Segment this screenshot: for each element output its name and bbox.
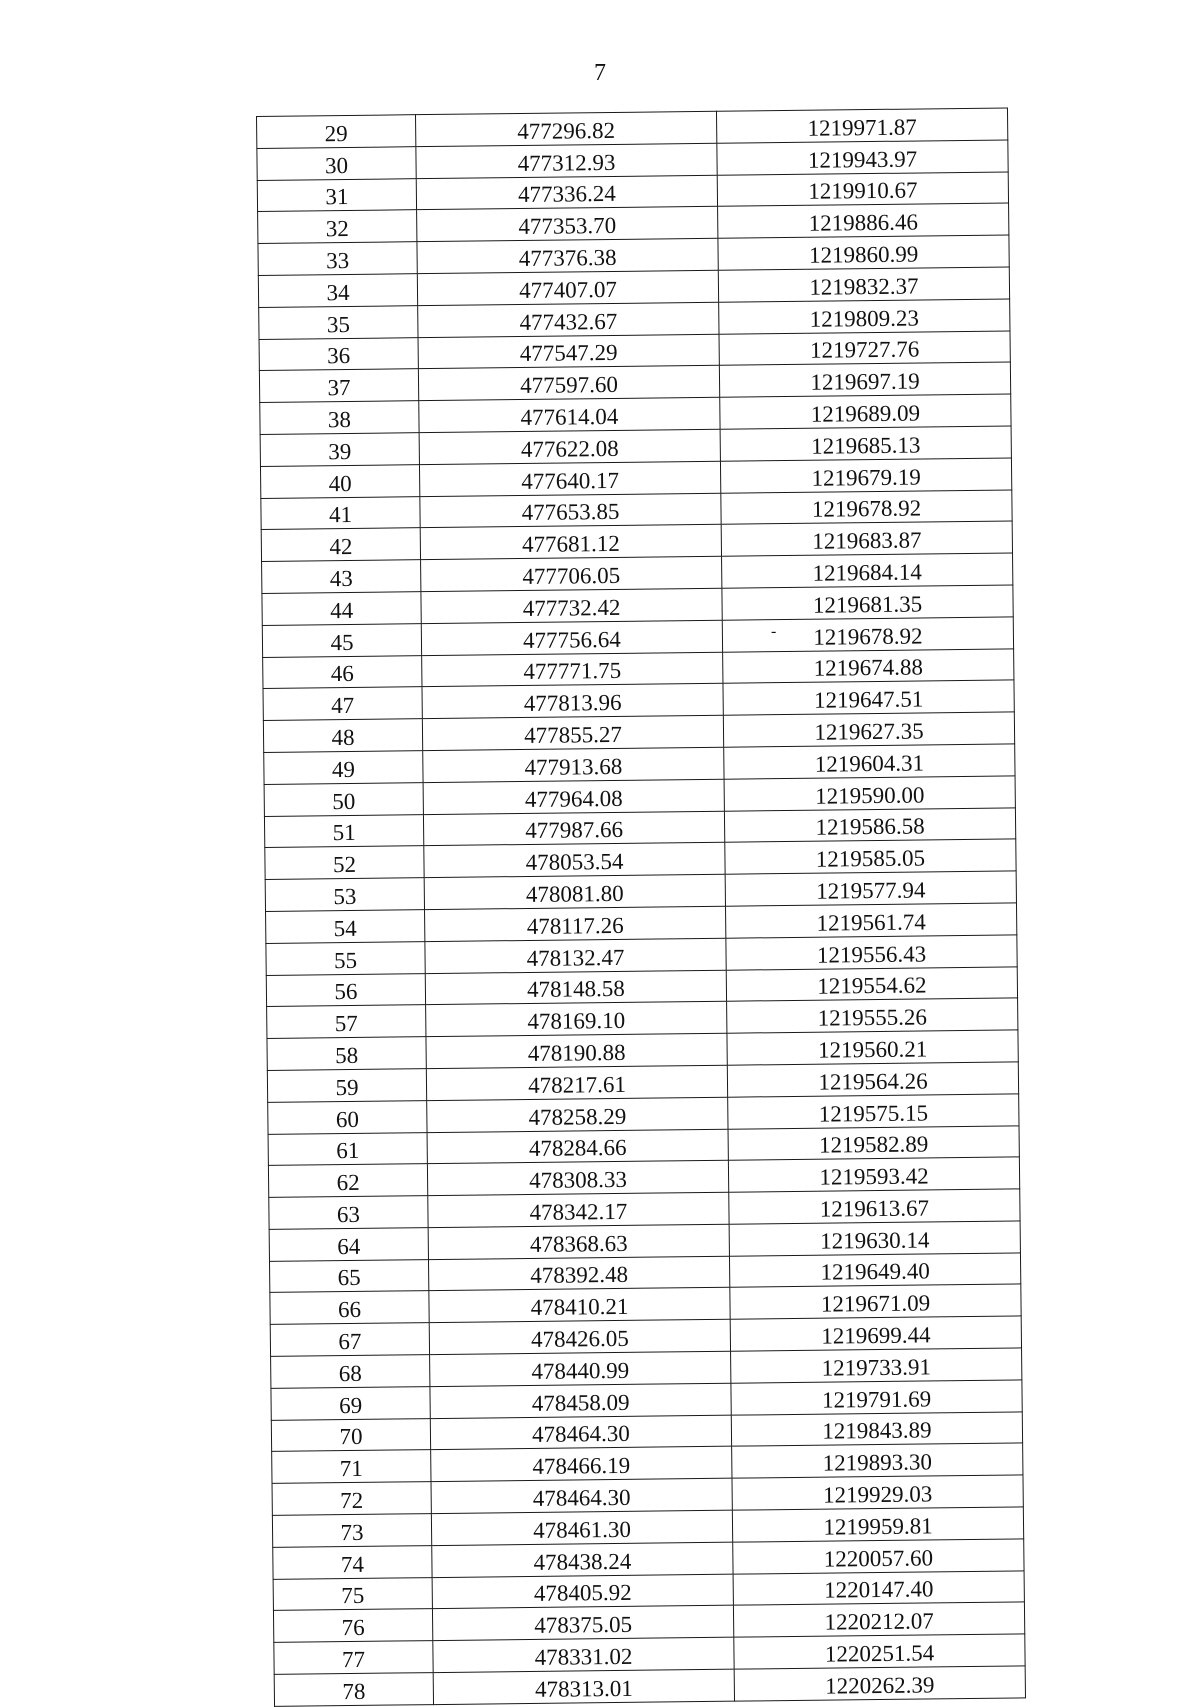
y-coordinate-cell: 1219627.35 [723, 712, 1014, 747]
x-coordinate-cell: 478461.30 [431, 1510, 732, 1545]
y-coordinate-cell: 1219860.99 [718, 235, 1009, 270]
y-coordinate-cell: 1219678.92 [722, 617, 1013, 652]
x-coordinate-cell: 477855.27 [422, 715, 723, 750]
point-number-cell: 73 [272, 1514, 431, 1548]
point-number-cell: 67 [270, 1323, 429, 1357]
y-coordinate-cell: 1220212.07 [733, 1602, 1024, 1637]
y-coordinate-cell: 1219683.87 [721, 521, 1012, 556]
y-coordinate-cell: 1219832.37 [718, 267, 1009, 302]
point-number-cell: 63 [269, 1196, 428, 1230]
point-number-cell: 49 [264, 751, 423, 785]
coordinates-table-body [257, 108, 1026, 1706]
y-coordinate-cell: 1219684.14 [722, 553, 1013, 588]
x-coordinate-cell: 478313.01 [433, 1669, 734, 1704]
y-coordinate-cell: 1219590.00 [724, 776, 1015, 811]
x-coordinate-cell: 478148.58 [425, 970, 726, 1005]
x-coordinate-cell: 478258.29 [427, 1097, 728, 1132]
y-coordinate-cell: 1219679.19 [720, 458, 1011, 493]
x-coordinate-cell: 478117.26 [425, 906, 726, 941]
point-number-cell: 55 [266, 941, 425, 975]
point-number-cell: 56 [266, 973, 425, 1007]
x-coordinate-cell: 478410.21 [429, 1288, 730, 1323]
y-coordinate-cell: 1219564.26 [727, 1062, 1018, 1097]
x-coordinate-cell: 478190.88 [426, 1033, 727, 1068]
point-number-cell: 40 [260, 464, 419, 498]
x-coordinate-cell: 477353.70 [417, 207, 718, 242]
x-coordinate-cell: 477653.85 [420, 493, 721, 528]
x-coordinate-cell: 477622.08 [419, 429, 720, 464]
point-number-cell: 74 [273, 1545, 432, 1579]
point-number-cell: 61 [268, 1132, 427, 1166]
point-number-cell: 58 [267, 1037, 426, 1071]
y-coordinate-cell: 1219681.35 [722, 585, 1013, 620]
y-coordinate-cell: 1219577.94 [725, 871, 1016, 906]
y-coordinate-cell: 1219727.76 [719, 331, 1010, 366]
y-coordinate-cell: 1219555.26 [727, 998, 1018, 1033]
x-coordinate-cell: 477964.08 [423, 779, 724, 814]
x-coordinate-cell: 477432.67 [418, 302, 719, 337]
y-coordinate-cell: 1219943.97 [717, 140, 1008, 175]
y-coordinate-cell: 1219585.05 [725, 839, 1016, 874]
x-coordinate-cell: 477640.17 [419, 461, 720, 496]
point-number-cell: 75 [273, 1577, 432, 1611]
point-number-cell: 50 [264, 782, 423, 816]
page-number: 7 [594, 60, 606, 86]
y-coordinate-cell: 1219809.23 [719, 299, 1010, 334]
x-coordinate-cell: 477312.93 [416, 143, 717, 178]
point-number-cell: 33 [258, 242, 417, 276]
point-number-cell: 53 [265, 878, 424, 912]
y-coordinate-cell: 1219893.30 [732, 1443, 1023, 1478]
x-coordinate-cell: 478375.05 [432, 1606, 733, 1641]
x-coordinate-cell: 478284.66 [427, 1129, 728, 1164]
x-coordinate-cell: 477407.07 [417, 270, 718, 305]
x-coordinate-cell: 478368.63 [428, 1224, 729, 1259]
x-coordinate-cell: 477296.82 [415, 111, 716, 146]
point-number-cell: 46 [263, 655, 422, 689]
x-coordinate-cell: 477706.05 [421, 556, 722, 591]
y-coordinate-cell: 1219593.42 [728, 1157, 1019, 1192]
x-coordinate-cell: 478464.30 [430, 1415, 731, 1450]
y-coordinate-cell: 1219613.67 [729, 1189, 1020, 1224]
point-number-cell: 38 [260, 401, 419, 435]
x-coordinate-cell: 477336.24 [416, 175, 717, 210]
point-number-cell: 36 [259, 337, 418, 371]
point-number-cell: 68 [271, 1355, 430, 1389]
point-number-cell: 44 [262, 592, 421, 626]
x-coordinate-cell: 477547.29 [418, 334, 719, 369]
y-coordinate-cell: 1219560.21 [727, 1030, 1018, 1065]
point-number-cell: 72 [272, 1482, 431, 1516]
point-number-cell: 64 [269, 1228, 428, 1262]
x-coordinate-cell: 477913.68 [423, 747, 724, 782]
point-number-cell: 66 [270, 1291, 429, 1325]
x-coordinate-cell: 477771.75 [422, 652, 723, 687]
point-number-cell: 41 [261, 496, 420, 530]
x-coordinate-cell: 478458.09 [430, 1383, 731, 1418]
point-number-cell: 77 [274, 1641, 433, 1675]
x-coordinate-cell: 477681.12 [420, 525, 721, 560]
coordinates-table [256, 107, 1026, 1706]
x-coordinate-cell: 477813.96 [422, 684, 723, 719]
y-coordinate-cell: 1219910.67 [717, 172, 1008, 207]
point-number-cell: 62 [268, 1164, 427, 1198]
y-coordinate-cell: 1219678.92 [721, 490, 1012, 525]
x-coordinate-cell: 477614.04 [419, 397, 720, 432]
y-coordinate-cell: 1219689.09 [720, 394, 1011, 429]
point-number-cell: 35 [259, 305, 418, 339]
x-coordinate-cell: 477756.64 [421, 620, 722, 655]
point-number-cell: 71 [272, 1450, 431, 1484]
y-coordinate-cell: 1220251.54 [734, 1634, 1025, 1669]
point-number-cell: 76 [273, 1609, 432, 1643]
y-coordinate-cell: 1219575.15 [728, 1094, 1019, 1129]
y-coordinate-cell: 1219699.44 [730, 1316, 1021, 1351]
point-number-cell: 78 [274, 1673, 433, 1707]
y-coordinate-cell: 1219843.89 [731, 1412, 1022, 1447]
y-coordinate-cell: 1219647.51 [723, 680, 1014, 715]
y-coordinate-cell: 1219674.88 [723, 648, 1014, 683]
point-number-cell: 42 [261, 528, 420, 562]
x-coordinate-cell: 478405.92 [432, 1574, 733, 1609]
x-coordinate-cell: 478392.48 [428, 1256, 729, 1291]
y-coordinate-cell: 1219791.69 [731, 1380, 1022, 1415]
point-number-cell: 65 [269, 1259, 428, 1293]
y-coordinate-cell: 1219971.87 [716, 108, 1007, 143]
x-coordinate-cell: 478464.30 [431, 1478, 732, 1513]
y-coordinate-cell: 1219556.43 [726, 935, 1017, 970]
point-number-cell: 39 [260, 433, 419, 467]
stray-dash-mark: - [771, 623, 777, 640]
y-coordinate-cell: 1219554.62 [726, 966, 1017, 1001]
point-number-cell: 34 [258, 274, 417, 308]
y-coordinate-cell: 1219886.46 [718, 203, 1009, 238]
x-coordinate-cell: 478342.17 [428, 1192, 729, 1227]
point-number-cell: 57 [267, 1005, 426, 1039]
point-number-cell: 48 [263, 719, 422, 753]
y-coordinate-cell: 1220262.39 [734, 1666, 1025, 1701]
y-coordinate-cell: 1219561.74 [725, 903, 1016, 938]
y-coordinate-cell: 1219697.19 [719, 362, 1010, 397]
point-number-cell: 70 [271, 1418, 430, 1452]
point-number-cell: 43 [262, 560, 421, 594]
y-coordinate-cell: 1219671.09 [730, 1284, 1021, 1319]
point-number-cell: 59 [267, 1069, 426, 1103]
point-number-cell: 45 [262, 623, 421, 657]
point-number-cell: 29 [257, 115, 416, 149]
point-number-cell: 54 [266, 910, 425, 944]
x-coordinate-cell: 478440.99 [430, 1351, 731, 1386]
y-coordinate-cell: 1219604.31 [724, 744, 1015, 779]
y-coordinate-cell: 1219733.91 [731, 1348, 1022, 1383]
point-number-cell: 32 [258, 210, 417, 244]
x-coordinate-cell: 478132.47 [425, 938, 726, 973]
y-coordinate-cell: 1219959.81 [732, 1507, 1023, 1542]
point-number-cell: 69 [271, 1386, 430, 1420]
x-coordinate-cell: 477376.38 [417, 238, 718, 273]
x-coordinate-cell: 477987.66 [423, 811, 724, 846]
x-coordinate-cell: 478426.05 [429, 1319, 730, 1354]
x-coordinate-cell: 478466.19 [431, 1447, 732, 1482]
y-coordinate-cell: 1220057.60 [733, 1539, 1024, 1574]
y-coordinate-cell: 1219630.14 [729, 1221, 1020, 1256]
y-coordinate-cell: 1219929.03 [732, 1475, 1023, 1510]
x-coordinate-cell: 478169.10 [426, 1002, 727, 1037]
y-coordinate-cell: 1219582.89 [728, 1125, 1019, 1160]
point-number-cell: 31 [257, 178, 416, 212]
x-coordinate-cell: 478053.54 [424, 843, 725, 878]
y-coordinate-cell: 1220147.40 [733, 1571, 1024, 1606]
x-coordinate-cell: 478217.61 [426, 1065, 727, 1100]
point-number-cell: 51 [264, 814, 423, 848]
y-coordinate-cell: 1219586.58 [724, 807, 1015, 842]
y-coordinate-cell: 1219685.13 [720, 426, 1011, 461]
x-coordinate-cell: 478438.24 [432, 1542, 733, 1577]
point-number-cell: 52 [265, 846, 424, 880]
point-number-cell: 30 [257, 146, 416, 180]
y-coordinate-cell: 1219649.40 [729, 1253, 1020, 1288]
point-number-cell: 37 [259, 369, 418, 403]
x-coordinate-cell: 477732.42 [421, 588, 722, 623]
point-number-cell: 47 [263, 687, 422, 721]
x-coordinate-cell: 478308.33 [427, 1161, 728, 1196]
x-coordinate-cell: 478081.80 [424, 874, 725, 909]
point-number-cell: 60 [268, 1100, 427, 1134]
x-coordinate-cell: 478331.02 [433, 1637, 734, 1672]
x-coordinate-cell: 477597.60 [418, 366, 719, 401]
